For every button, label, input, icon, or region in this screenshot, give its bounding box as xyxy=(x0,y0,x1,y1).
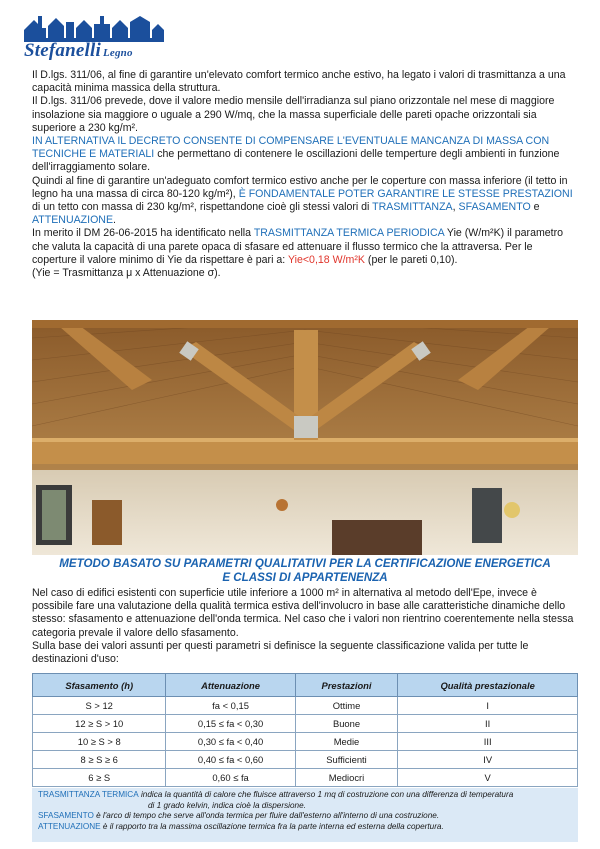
paragraph-4-c: , xyxy=(452,201,459,214)
definitions-box xyxy=(32,788,578,842)
logo-wordmark xyxy=(24,40,164,62)
paragraph-5 xyxy=(32,227,578,267)
table-cell: 8 ≥ S ≥ 6 xyxy=(33,751,166,769)
table-row xyxy=(33,769,578,787)
table-row xyxy=(33,733,578,751)
table-cell: Mediocri xyxy=(295,769,398,787)
table-cell: I xyxy=(398,697,578,715)
table-header-row xyxy=(33,674,578,697)
header-prestazioni: Prestazioni xyxy=(295,674,398,697)
logo-sub: Legno xyxy=(102,47,133,59)
roof-illustration xyxy=(32,320,578,555)
highlight-alternative: IN ALTERNATIVA IL DECRETO CONSENTE DI COMPENSARE L'EVENTUALE MANCANZA DI MASSA CON TECNICHE E MATERIALI xyxy=(32,135,550,161)
paragraph-3-rest: che permettano di contenere le oscillazioni delle temperture degli ambienti in funzione dell'irraggiamento solare. xyxy=(32,148,560,174)
intro-text xyxy=(32,69,578,280)
table-cell: 12 ≥ S > 10 xyxy=(33,715,166,733)
highlight-fundamental: È FONDAMENTALE POTER GARANTIRE LE STESSE PRESTAZIONI xyxy=(238,187,573,200)
table-cell: II xyxy=(398,715,578,733)
definition-text: è il rapporto tra la massima oscillazione termica fra la parte interna ed esterna della copertura. xyxy=(100,821,444,831)
table-cell: V xyxy=(398,769,578,787)
paragraph-4-a: Quindi al fine di garantire un'adeguato comfort termico estivo anche per le coperture con massa inferiore (il tetto in legno ha una massa di circa 80-120 kg/m²), xyxy=(32,174,568,200)
section-body xyxy=(32,587,578,666)
table-cell: III xyxy=(398,733,578,751)
term-sfasamento: SFASAMENTO xyxy=(458,201,531,214)
table-cell: 10 ≥ S > 8 xyxy=(33,733,166,751)
definition-text: è l'arco di tempo che serve all'onda termica per fluire dall'esterno all'interno di una costruzione. xyxy=(93,811,440,820)
paragraph-6: (Yie = Trasmittanza μ x Attenuazione σ). xyxy=(32,267,221,280)
table-cell: 6 ≥ S xyxy=(33,769,166,787)
table-cell: 0,40 ≤ fa < 0,60 xyxy=(166,751,295,769)
paragraph-4-e: . xyxy=(113,214,116,227)
section-title xyxy=(32,557,578,585)
table-cell: IV xyxy=(398,751,578,769)
table-cell: Buone xyxy=(295,715,398,733)
paragraph-3 xyxy=(32,135,578,175)
table-cell: 0,30 ≤ fa < 0,40 xyxy=(166,733,295,751)
table-cell: fa < 0,15 xyxy=(166,697,295,715)
table-cell: 0,60 ≤ fa xyxy=(166,769,295,787)
section-title-line-1: METODO BASATO SU PARAMETRI QUALITATIVI PER LA CERTIFICAZIONE ENERGETICA xyxy=(59,557,551,570)
section-title-line-2: E CLASSI DI APPARTENENZA xyxy=(222,571,388,584)
section-paragraph-1: Nel caso di edifici esistenti con superficie utile inferiore a 1000 m² in alternativa al metodo dell'Epe, invece è possibile fare una valutazione della qualità termica estiva dell'involucro in base alle caratteristiche dinamiche dello stesso: sfasamento e attenuazione dell'onda termica. Nel caso che i valori non rientrino coerentemente nella stessa categoria prevale il valore dello sfasamento. xyxy=(32,587,574,639)
table-cell: S > 12 xyxy=(33,697,166,715)
definition-text: indica la quantità di calore che fluisce attraverso 1 mq di costruzione con una differenza di temperatura xyxy=(138,790,514,799)
logo-skyline-graphic xyxy=(24,12,164,42)
definition-trasmittanza-cont: di 1 grado kelvin, indica cioè la dispersione. xyxy=(148,800,306,810)
wooden-roof-photo xyxy=(32,320,578,555)
definition-term: TRASMITTANZA TERMICA xyxy=(38,790,139,799)
paragraph-2: Il D.lgs. 311/06 prevede, dove il valore medio mensile dell'irradianza sul piano orizzontale nel mese di maggiore insolazione sia maggiore o uguale a 290 W/mq, che la massa superficiale delle pareti opache orizzontali sia superiore a 230 kg/m². xyxy=(32,95,555,134)
table-cell: 0,15 ≤ fa < 0,30 xyxy=(166,715,295,733)
paragraph-4-d: e xyxy=(530,201,540,214)
paragraph-4 xyxy=(32,175,578,228)
definition-term: ATTENUAZIONE xyxy=(38,821,101,831)
table-row xyxy=(33,715,578,733)
table-row xyxy=(33,697,578,715)
header-sfasamento: Sfasamento (h) xyxy=(33,674,166,697)
definition-attenuazione xyxy=(38,822,572,833)
table-cell: Sufficienti xyxy=(295,751,398,769)
table-row xyxy=(33,751,578,769)
yie-requirement: Yie<0,18 W/m²K xyxy=(287,253,365,266)
paragraph-4-b: di un tetto con massa di 230 kg/m², rispettandone cioè gli stessi valori di xyxy=(32,201,373,214)
table-cell: Ottime xyxy=(295,697,398,715)
definition-sfasamento xyxy=(38,811,572,822)
section-paragraph-2: Sulla base dei valori assunti per questi parametri si definisce la seguente classificazione valida per tutte le destinazioni d'uso: xyxy=(32,639,529,666)
definition-term: SFASAMENTO xyxy=(38,811,94,820)
paragraph-1: Il D.lgs. 311/06, al fine di garantire un'elevato comfort termico anche estivo, ha legato i valori di trasmittanza a una capacità minima massica della struttura. xyxy=(32,69,566,95)
paragraph-5-b: Yie (W/m²K) il parametro che valuta la capacità di una parete opaca di sfasare ed attenuare il flusso termico che la attraversa. Per le coperture il valore minimo di Yie da rispettare è pari a: xyxy=(32,227,564,266)
logo-name: Stefanelli xyxy=(24,40,101,61)
header-attenuazione: Attenuazione xyxy=(166,674,295,697)
classification-table xyxy=(32,673,578,787)
paragraph-5-c: (per le pareti 0,10). xyxy=(364,253,458,266)
table-cell: Medie xyxy=(295,733,398,751)
paragraph-5-a: In merito il DM 26-06-2015 ha identificato nella xyxy=(32,227,254,240)
term-trasmittanza: TRASMITTANZA xyxy=(372,201,453,214)
term-attenuazione: ATTENUAZIONE xyxy=(32,214,114,227)
term-trasmittanza-periodica: TRASMITTANZA TERMICA PERIODICA xyxy=(253,227,445,240)
definition-trasmittanza xyxy=(38,790,572,801)
brand-logo xyxy=(24,12,164,62)
header-qualita: Qualità prestazionale xyxy=(398,674,578,697)
